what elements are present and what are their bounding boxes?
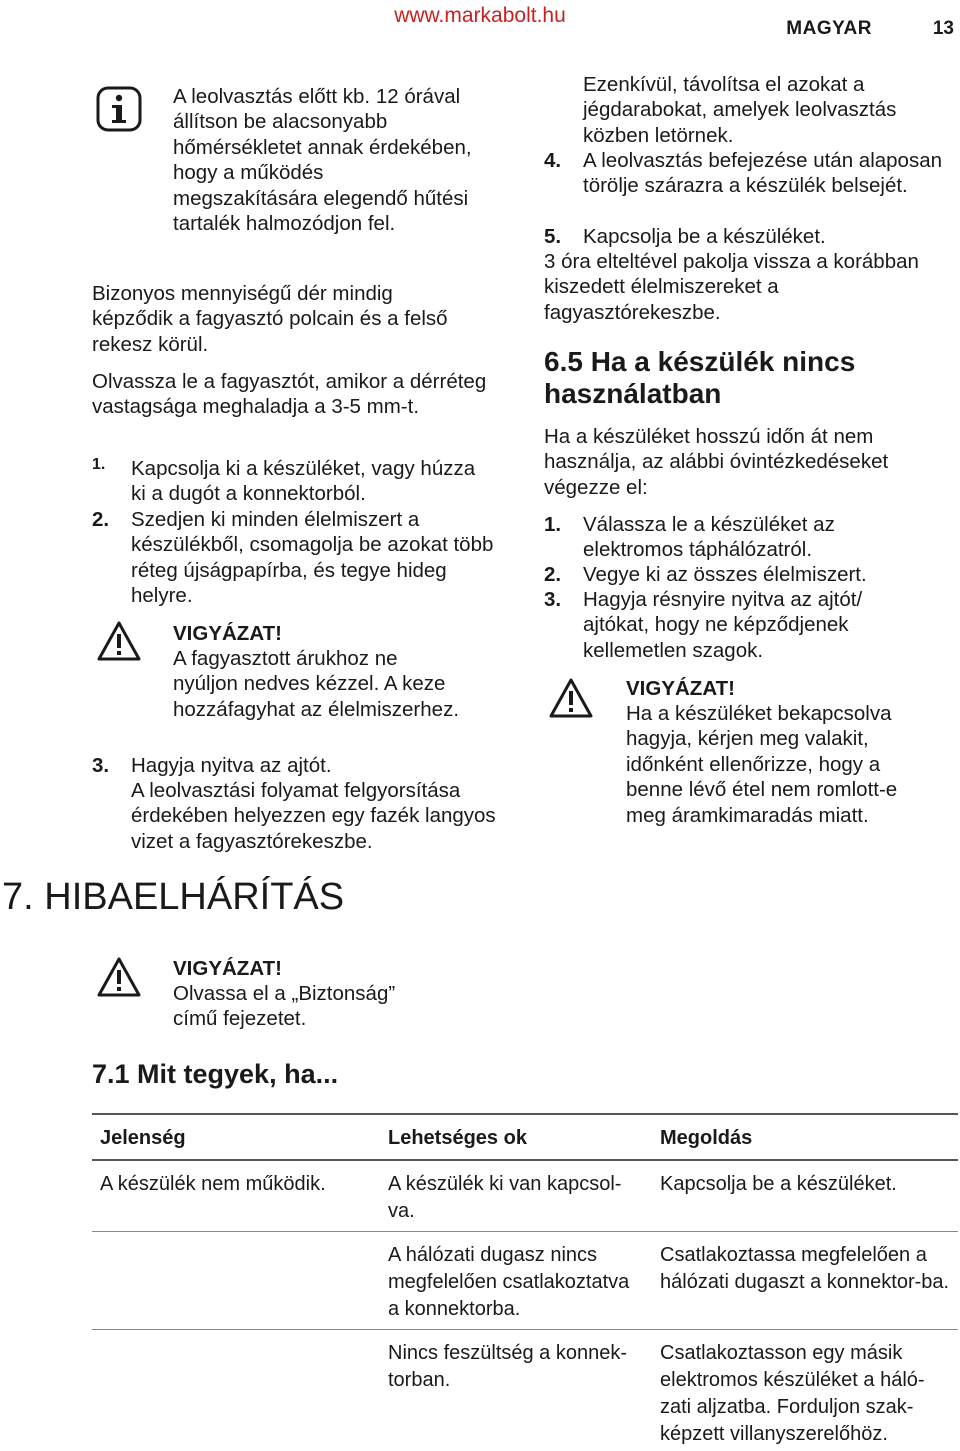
warning-text: Ha a készüléket bekapcsolva hagyja, kérjen meg valakit, időnként ellenőrizze, hogy a benne lévő étel nem romlott-e meg áramkimaradás miatt.	[626, 702, 898, 827]
table-row	[92, 1232, 958, 1330]
step-extra-text: A leolvasztási folyamat felgyorsítása érdekében helyezzen egy fazék langyos vizet a fagyasztórekeszbe.	[131, 779, 496, 853]
warning-title: VIGYÁZAT!	[173, 622, 282, 645]
step-number: 3.	[544, 588, 562, 611]
language-label: MAGYAR	[786, 18, 872, 39]
troubleshooting-table	[92, 1113, 958, 1451]
step-text: Hagyja résnyire nyitva az ajtót/ ajtókat, hogy ne képződjenek kellemetlen szagok.	[583, 588, 863, 662]
warning-text: A fagyasztott árukhoz ne nyúljon nedves kézzel. A keze hozzáfagyhat az élelmiszerhez.	[173, 647, 460, 721]
warning-title: VIGYÁZAT!	[626, 677, 735, 700]
step-number: 1.	[544, 513, 562, 536]
website-url[interactable]: www.markabolt.hu	[394, 4, 566, 27]
chapter-title: 7. HIBAELHÁRÍTÁS	[2, 876, 345, 918]
table-cell: Csatlakoztassa megfelelően a hálózati dugaszt a konnektor-ba.	[652, 1232, 958, 1330]
step-number: 5.	[544, 225, 562, 248]
table-cell: A hálózati dugasz nincs megfelelően csatlakoztatva a konnektorba.	[380, 1232, 652, 1330]
step-number: 2.	[92, 508, 110, 531]
step-text: Vegye ki az összes élelmiszert.	[583, 563, 867, 586]
step-number: 2.	[544, 563, 562, 586]
step-text: Kapcsolja ki a készüléket, vagy húzza ki a dugót a konnektorból.	[131, 457, 476, 506]
step-text: Hagyja nyitva az ajtót.	[131, 754, 332, 777]
warning-triangle-icon	[96, 620, 142, 667]
step-text: Szedjen ki minden élelmiszert a készülékből, csomagolja be azokat több réteg újságpapírba, és tegye hideg helyre.	[131, 508, 494, 608]
subsection-title: 7.1 Mit tegyek, ha...	[92, 1059, 339, 1089]
section-intro: Ha a készüléket hosszú időn át nem használja, az alábbi óvintézkedéseket végezze el:	[544, 425, 889, 499]
table-cell: Csatlakoztasson egy másik elektromos készüléket a háló-zati aljzatba. Forduljon szak-képzett villanyszerelőhöz.	[652, 1330, 958, 1451]
page-number: 13	[932, 18, 954, 39]
table-row	[92, 1160, 958, 1232]
table-cell: Nincs feszültség a konnek-torban.	[380, 1330, 652, 1451]
table-cell: A készülék nem működik.	[92, 1160, 380, 1232]
step-text: Kapcsolja be a készüléket.	[583, 225, 826, 248]
column-header: Jelenség	[92, 1114, 380, 1160]
column-header: Lehetséges ok	[380, 1114, 652, 1160]
table-row	[92, 1330, 958, 1451]
section-title: 6.5 Ha a készülék nincs használatban	[544, 346, 856, 409]
table-header-row	[92, 1114, 958, 1160]
step-number: 1.	[92, 456, 106, 473]
paragraph-defrost: Olvassza le a fagyasztót, amikor a dérréteg vastagsága meghaladja a 3-5 mm-t.	[92, 370, 487, 419]
continued-text: Ezenkívül, távolítsa el azokat a jégdarabokat, amelyek leolvasztás közben letörnek.	[583, 73, 897, 147]
after-text: 3 óra elteltével pakolja vissza a korábban kiszedett élelmiszereket a fagyasztórekeszbe.	[544, 250, 919, 324]
table-cell	[92, 1330, 380, 1451]
table-cell	[92, 1232, 380, 1330]
step-text: Válassza le a készüléket az elektromos táphálózatról.	[583, 513, 835, 562]
warning-triangle-icon	[96, 956, 142, 1003]
info-icon	[96, 86, 142, 137]
warning-title: VIGYÁZAT!	[173, 957, 282, 980]
info-note: A leolvasztás előtt kb. 12 órával állítson be alacsonyabb hőmérsékletet annak érdekében, hogy a működés megszakítására elegendő hűtési tartalék halmozódjon fel.	[173, 85, 472, 236]
table-cell: Kapcsolja be a készüléket.	[652, 1160, 958, 1232]
paragraph-frost: Bizonyos mennyiségű dér mindig képződik a fagyasztó polcain és a felső rekesz körül.	[92, 282, 448, 356]
step-number: 4.	[544, 149, 562, 172]
step-number: 3.	[92, 754, 110, 777]
warning-text: Olvassa el a „Biztonság” című fejezetet.	[173, 982, 396, 1031]
column-header: Megoldás	[652, 1114, 958, 1160]
step-text: A leolvasztás befejezése után alaposan törölje szárazra a készülék belsejét.	[583, 149, 943, 198]
table-cell: A készülék ki van kapcsol-va.	[380, 1160, 652, 1232]
warning-triangle-icon	[548, 677, 594, 724]
